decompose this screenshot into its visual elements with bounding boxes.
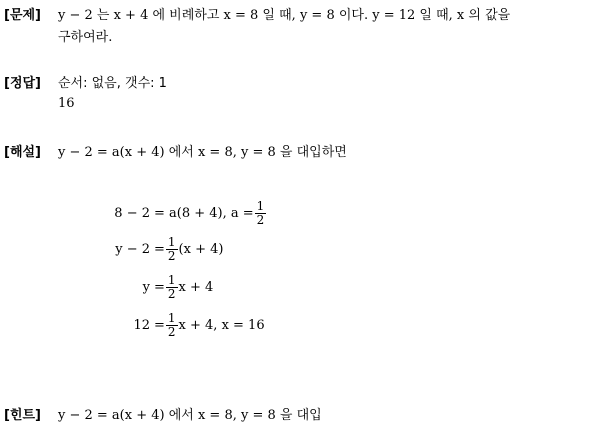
- equation-rhs-post: x + 4, x = 16: [178, 318, 265, 334]
- equation-lhs: y − 2: [115, 242, 150, 258]
- equation-row: [0, 312, 265, 339]
- hint-label: [힌트]: [4, 408, 41, 423]
- fraction: [166, 236, 178, 263]
- answer-label: [정답]: [4, 76, 41, 91]
- equation-rhs-pre: =: [154, 280, 165, 296]
- answer-order-line: 순서: 없음, 갯수: 1: [58, 76, 167, 91]
- fraction-numerator: 1: [167, 273, 176, 287]
- fraction-numerator: 1: [256, 199, 265, 213]
- problem-text-line-2: 구하여라.: [58, 30, 113, 45]
- fraction-denominator: 2: [167, 287, 176, 302]
- equation-lhs: 8 − 2: [114, 206, 150, 222]
- fraction-numerator: 1: [167, 311, 176, 325]
- fraction: [166, 274, 178, 301]
- equation-lhs: 12: [133, 318, 150, 334]
- fraction-denominator: 2: [167, 325, 176, 340]
- equation-row: [0, 200, 267, 227]
- fraction: [166, 312, 178, 339]
- equation-rhs-post: x + 4: [178, 280, 214, 296]
- equation-rhs-post: (x + 4): [178, 242, 224, 258]
- fraction-denominator: 2: [256, 213, 265, 228]
- equation-rhs-pre: = a(8 + 4), a =: [154, 206, 254, 222]
- equation-row: [0, 274, 213, 301]
- equation-rhs-pre: =: [154, 242, 165, 258]
- fraction-numerator: 1: [167, 235, 176, 249]
- fraction-denominator: 2: [167, 249, 176, 264]
- solution-intro: y − 2 = a(x + 4) 에서 x = 8, y = 8 을 대입하면: [58, 145, 347, 160]
- solution-label: [해설]: [4, 145, 41, 160]
- problem-label: [문제]: [4, 8, 41, 23]
- equation-row: [0, 236, 223, 263]
- fraction: [255, 200, 267, 227]
- equation-rhs-pre: =: [154, 318, 165, 334]
- hint-text: y − 2 = a(x + 4) 에서 x = 8, y = 8 을 대입: [58, 408, 322, 423]
- answer-value: 16: [58, 96, 75, 111]
- problem-text-line-1: y − 2 는 x + 4 에 비례하고 x = 8 일 때, y = 8 이다. y = 12 일 때, x 의 값을: [58, 8, 511, 23]
- equation-lhs: y: [142, 280, 150, 296]
